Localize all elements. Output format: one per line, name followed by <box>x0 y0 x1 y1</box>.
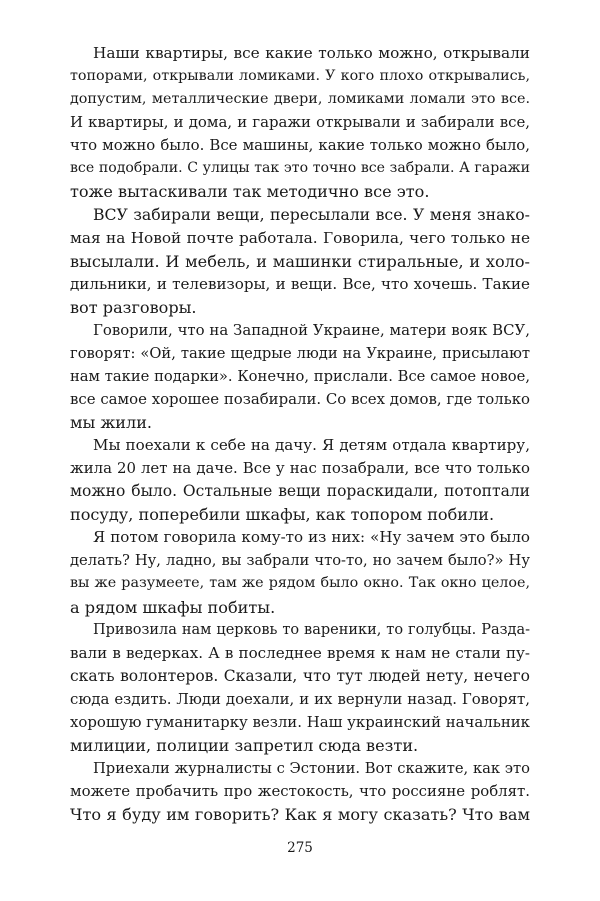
text-line: мая на Новой почте работала. Говорила, чего только не <box>70 228 530 247</box>
paragraph-1 <box>70 42 530 203</box>
text-line: а рядом шкафы побиты. <box>70 597 276 617</box>
text-line: сюда ездить. Люди доехали, и их вернули назад. Говорят, <box>70 689 530 708</box>
text-line: Привозила нам церковь то вареники, то голубцы. Разда- <box>93 621 530 638</box>
text-line: милиции, полиции запретил сюда везти. <box>70 735 419 755</box>
text-line: вот разговоры. <box>70 297 197 317</box>
paragraph-4 <box>70 434 530 526</box>
text-line: топорами, открывали ломиками. У кого плохо открывались, <box>70 68 530 85</box>
text-line: вы же разумеете, там же рядом было окно. Так окно целое, <box>70 575 530 592</box>
text-line: можно было. Остальные вещи пораскидали, потоптали <box>70 482 530 501</box>
text-line: И квартиры, и дома, и гаражи открывали и забирали все, <box>70 113 530 132</box>
text-line: тоже вытаскивали так методично все это. <box>70 182 430 202</box>
text-line: можете пробачить про жестокость, что россияне роблят. <box>70 782 530 800</box>
paragraph-3 <box>70 319 530 434</box>
text-line: что можно было. Все машины, какие только можно было, <box>70 136 530 155</box>
text-line: все подобрали. С улицы так это точно все забрали. А гаражи <box>70 160 530 177</box>
paragraph-7 <box>70 757 530 826</box>
text-line: Мы поехали к себе на дачу. Я детям отдала квартиру, <box>93 436 530 455</box>
text-line: хорошую гуманитарку везли. Наш украинский начальник <box>70 712 530 731</box>
text-line: посуду, поперебили шкафы, как топором побили. <box>70 505 495 525</box>
text-line: скать волонтеров. Сказали, что тут людей нету, нечего <box>70 666 530 685</box>
text-line: Приехали журналисты с Эстонии. Вот скажите, как это <box>93 759 530 777</box>
text-line: высылали. И мебель, и машинки стиральные, и холо- <box>70 251 530 271</box>
text-line: делать? Ну, ладно, вы забрали что-то, но зачем было?» Ну <box>70 552 530 570</box>
paragraph-5 <box>70 526 530 618</box>
text-line: Наши квартиры, все какие только можно, открывали <box>93 44 530 62</box>
paragraph-6 <box>70 619 530 757</box>
text-line: Говорили, что на Западной Украине, матери вояк ВСУ, <box>93 320 530 339</box>
text-line: ВСУ забирали вещи, пересылали все. У меня знако- <box>93 205 530 225</box>
text-line: мы жили. <box>70 413 153 432</box>
text-line: говорят: «Ой, такие щедрые люди на Украине, присылают <box>70 344 530 362</box>
text-line: Я потом говорила кому-то из них: «Ну зачем это было <box>93 528 530 547</box>
text-line: Что я буду им говорить? Как я могу сказать? Что вам <box>70 805 530 825</box>
text-line: вали в ведерках. А в последнее время к нам не стали пу- <box>70 643 530 662</box>
text-line: дильники, и телевизоры, и вещи. Все, что хочешь. Такие <box>70 274 530 293</box>
text-line: допустим, металлические двери, ломиками ломали это все. <box>70 91 530 108</box>
text-line: нам такие подарки». Конечно, прислали. Все самое новое, <box>70 367 530 385</box>
page-number: 275 <box>287 840 313 856</box>
text-line: все самое хорошее позабирали. Со всех домов, где только <box>70 389 530 408</box>
body-text <box>70 42 530 826</box>
text-line: жила 20 лет на даче. Все у нас позабрали, все что только <box>70 459 530 478</box>
paragraph-2 <box>70 203 530 318</box>
